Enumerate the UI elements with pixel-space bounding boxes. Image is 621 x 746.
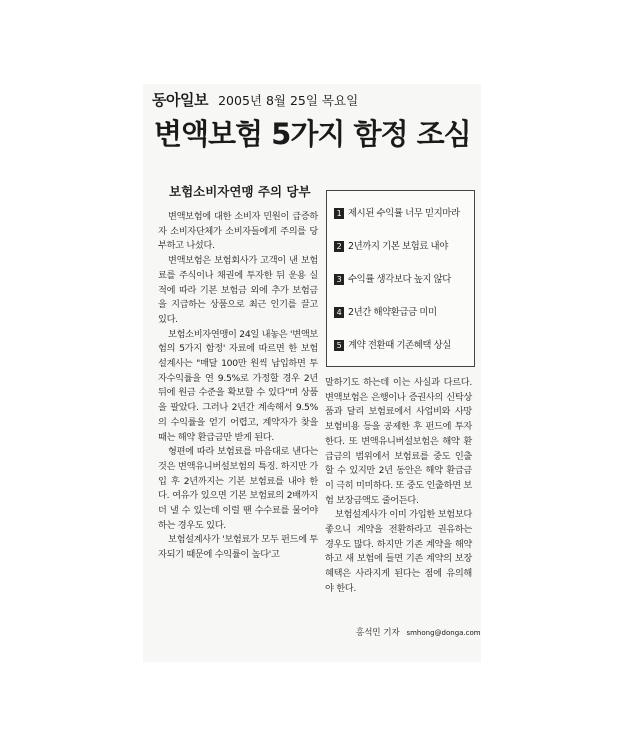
- subheadline: 보험소비자연맹 주의 당부: [169, 184, 311, 199]
- summary-item: [334, 238, 448, 252]
- item-text: 제시된 수익률 너무 믿지마라: [348, 208, 460, 219]
- item-text: 2년간 해약환급금 미미: [348, 307, 437, 318]
- item-text: 계약 전환때 기존혜택 상실: [348, 340, 451, 351]
- summary-item: [334, 271, 451, 285]
- summary-item: [334, 304, 437, 318]
- author-email: smhong@donga.com: [406, 629, 481, 637]
- summary-item: [334, 205, 460, 219]
- paragraph: 보험소비자연맹이 24일 내놓은 '변액보험의 5가지 함정' 자료에 따르면 한 보험설계사는 "매달 100만 원씩 납입하면 투자수익률을 연 9.5%로 가정할 경우 2년 뒤에 원금 수준을 확보할 수 있다"며 상품을 팔았다. 그러나 2년간 계속해서 9.5%의 수익률을 얻기 어렵고, 계약자가 찾을 때는 해약 환급금만 받게 된다.: [158, 328, 318, 443]
- paragraph: 보험설계사가 이미 가입한 보험보다 좋으니 계약을 전환하라고 권유하는 경우도 많다. 하지만 기존 계약을 해약하고 새 보험에 들면 기존 계약의 보장 혜택은 사라지게 된다는 점에 유의해야 한다.: [325, 509, 472, 594]
- paragraph: 말하기도 하는데 이는 사실과 다르다. 변액보험은 은행이나 증권사의 신탁상품과 달리 보험료에서 사업비와 사망보험비용 등을 공제한 후 펀드에 투자한다. 또 변액유니버설보험은 해약 환급금의 범위에서 보험료를 중도 인출할 수 있지만 2년 동안은 해약 환급금이 극히 미미하다. 또 중도 인출하면 보험 보장금액도 줄어든다.: [325, 377, 472, 506]
- headline: 변액보험 5가지 함정 조심: [154, 117, 471, 151]
- paragraph: 변액보험에 대한 소비자 민원이 급증하자 소비자단체가 소비자들에게 주의를 당부하고 나섰다.: [158, 211, 318, 252]
- byline: [356, 626, 481, 638]
- paragraph: 형편에 따라 보험료를 마음대로 낸다는 것은 변액유니버설보험의 특징. 하지만 가입 후 2년까지는 기본 보험료를 내야 한다. 여유가 있으면 기본 보험료의 2배까지 더 낼 수 있는데 이럴 땐 수수료를 물어야 하는 경우도 있다.: [158, 446, 318, 531]
- item-number: 1: [334, 208, 344, 219]
- item-number: 3: [334, 274, 344, 285]
- publication-date: 2005년 8월 25일 목요일: [218, 93, 359, 108]
- item-text: 2년까지 기본 보험료 내야: [348, 241, 448, 252]
- item-text: 수익률 생각보다 높지 않다: [348, 274, 451, 285]
- article-column-2: [325, 376, 472, 597]
- article-column-1: [158, 210, 318, 563]
- paragraph: 변액보험은 보험회사가 고객이 낸 보험료를 주식이나 채권에 투자한 뒤 운용 실적에 따라 기본 보험금 외에 추가 보험금을 지급하는 상품으로 최근 인기를 끌고 있다.: [158, 255, 318, 325]
- masthead: [152, 89, 358, 110]
- newspaper-name: 동아일보: [152, 91, 208, 109]
- author-name: 홍석민 기자: [356, 628, 400, 638]
- item-number: 5: [334, 340, 344, 351]
- summary-item: [334, 337, 451, 351]
- item-number: 2: [334, 241, 344, 252]
- item-number: 4: [334, 307, 344, 318]
- summary-box: [326, 190, 475, 367]
- paragraph: 보험설계사가 '보험료가 모두 펀드에 투자되기 때문에 수익률이 높다'고: [158, 534, 318, 561]
